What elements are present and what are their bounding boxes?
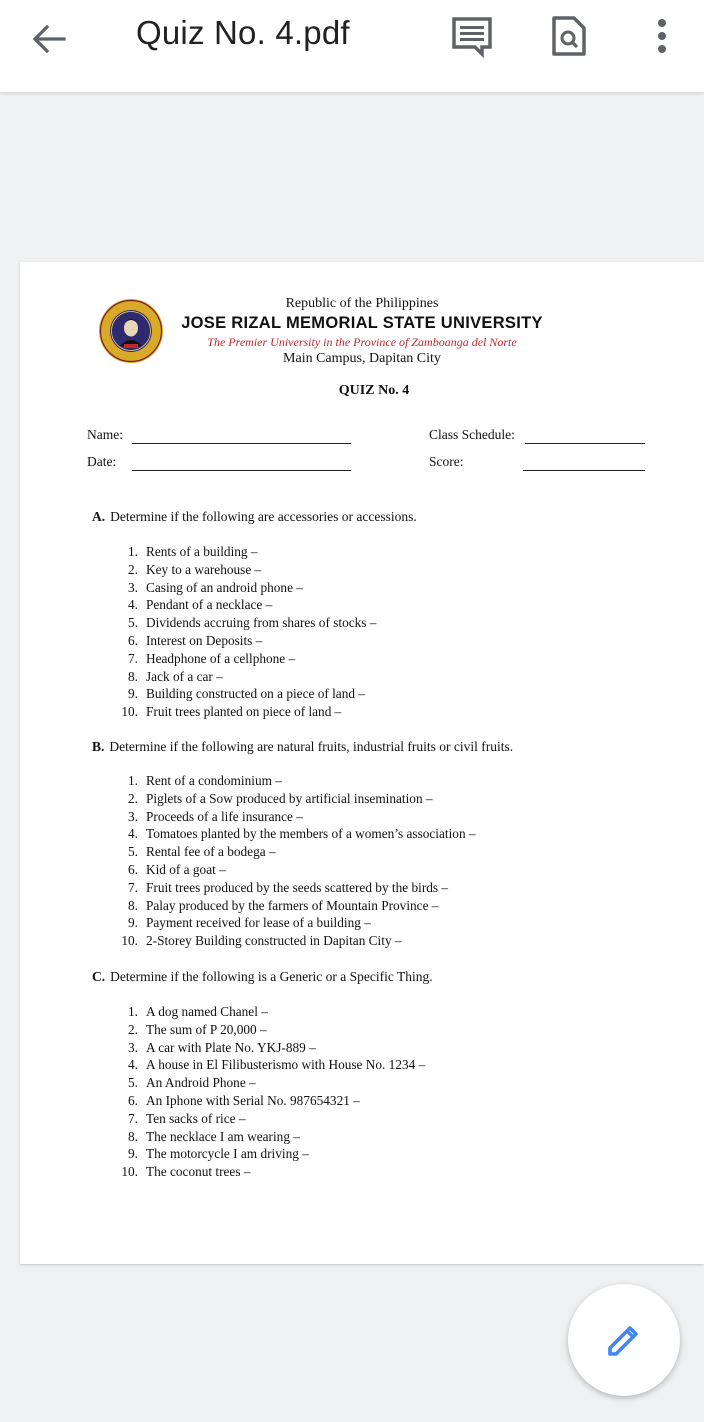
list-item: 6. Interest on Deposits – [128,632,263,648]
app-bar [0,0,704,93]
back-arrow-icon [28,18,70,60]
section-letter: B. [92,739,105,754]
header-campus: Main Campus, Dapitan City [283,351,441,366]
edit-fab-button[interactable] [568,1284,680,1396]
list-item: 3. Proceeds of a life insurance – [128,808,303,824]
name-blank [132,442,351,444]
header-university-name: JOSE RIZAL MEMORIAL STATE UNIVERSITY [181,314,543,332]
quiz-title: QUIZ No. 4 [338,383,410,398]
list-item: 4. Tomatoes planted by the members of a women’s association – [128,826,476,842]
section-letter: C. [92,969,106,984]
list-item: 1. A dog named Chanel – [128,1004,268,1019]
list-item: 10. The coconut trees – [121,1164,251,1180]
section-b-title [92,739,513,755]
section-instruction: Determine if the following are natural fruits, industrial fruits or civil fruits. [109,739,514,754]
comments-icon [450,14,494,58]
list-item: 10. Fruit trees planted on piece of land – [121,704,342,720]
list-item: 7. Fruit trees produced by the seeds scattered by the birds – [128,879,449,895]
list-item: 5. Rental fee of a bodega – [128,844,276,860]
section-a-title [92,509,417,525]
list-item: 5. An Android Phone – [128,1075,256,1091]
section-b-list [112,772,476,950]
back-button[interactable] [28,18,70,60]
header-tagline: The Premier University in the Province of Zamboanga del Norte [207,335,517,349]
header-republic: Republic of the Philippines [285,296,439,311]
list-item: 2. Piglets of a Sow produced by artificial insemination – [128,790,433,806]
class-schedule-blank [525,442,645,444]
name-label: Name: [87,427,123,442]
edit-pencil-icon [604,1320,644,1360]
section-c-title [92,969,433,985]
section-instruction: Determine if the following are accessories or accessions. [110,509,417,524]
document-title: Quiz No. 4.pdf [136,14,350,51]
list-item: 3. Casing of an android phone – [128,579,303,595]
score-blank [523,469,645,471]
score-label: Score: [429,454,464,469]
list-item: 6. Kid of a goat – [128,861,226,877]
list-item: 10. 2-Storey Building constructed in Dapitan City – [121,933,402,949]
list-item: 7. Ten sacks of rice – [128,1110,246,1126]
list-item: 2. Key to a warehouse – [128,561,262,577]
section-a-list [112,543,376,721]
find-in-page-button[interactable] [546,14,590,58]
more-options-button[interactable] [640,14,684,58]
section-instruction: Determine if the following is a Generic or a Specific Thing. [110,969,433,984]
pdf-page [20,262,704,1264]
list-item: 3. A car with Plate No. YKJ-889 – [128,1039,316,1055]
comments-button[interactable] [450,14,494,58]
list-item: 8. Jack of a car – [128,668,223,684]
date-blank [132,469,351,471]
find-in-page-icon [546,14,590,58]
section-c-list [112,1003,425,1181]
list-item: 1. Rents of a building – [128,544,258,559]
more-vert-icon [640,14,684,58]
list-item: 1. Rent of a condominium – [128,773,282,788]
list-item: 4. Pendant of a necklace – [128,597,273,613]
list-item: 2. The sum of P 20,000 – [128,1021,267,1037]
list-item: 5. Dividends accruing from shares of stocks – [128,615,377,631]
list-item: 7. Headphone of a cellphone – [128,650,296,666]
list-item: 4. A house in El Filibusterismo with House No. 1234 – [128,1057,426,1073]
list-item: 8. The necklace I am wearing – [128,1128,300,1144]
class-schedule-label: Class Schedule: [429,427,515,442]
list-item: 9. Payment received for lease of a building – [128,915,371,931]
list-item: 8. Palay produced by the farmers of Mountain Province – [128,897,439,913]
list-item: 6. An Iphone with Serial No. 987654321 – [128,1092,360,1108]
list-item: 9. The motorcycle I am driving – [128,1146,309,1162]
section-letter: A. [92,509,106,524]
date-label: Date: [87,454,117,469]
list-item: 9. Building constructed on a piece of land – [128,686,365,702]
